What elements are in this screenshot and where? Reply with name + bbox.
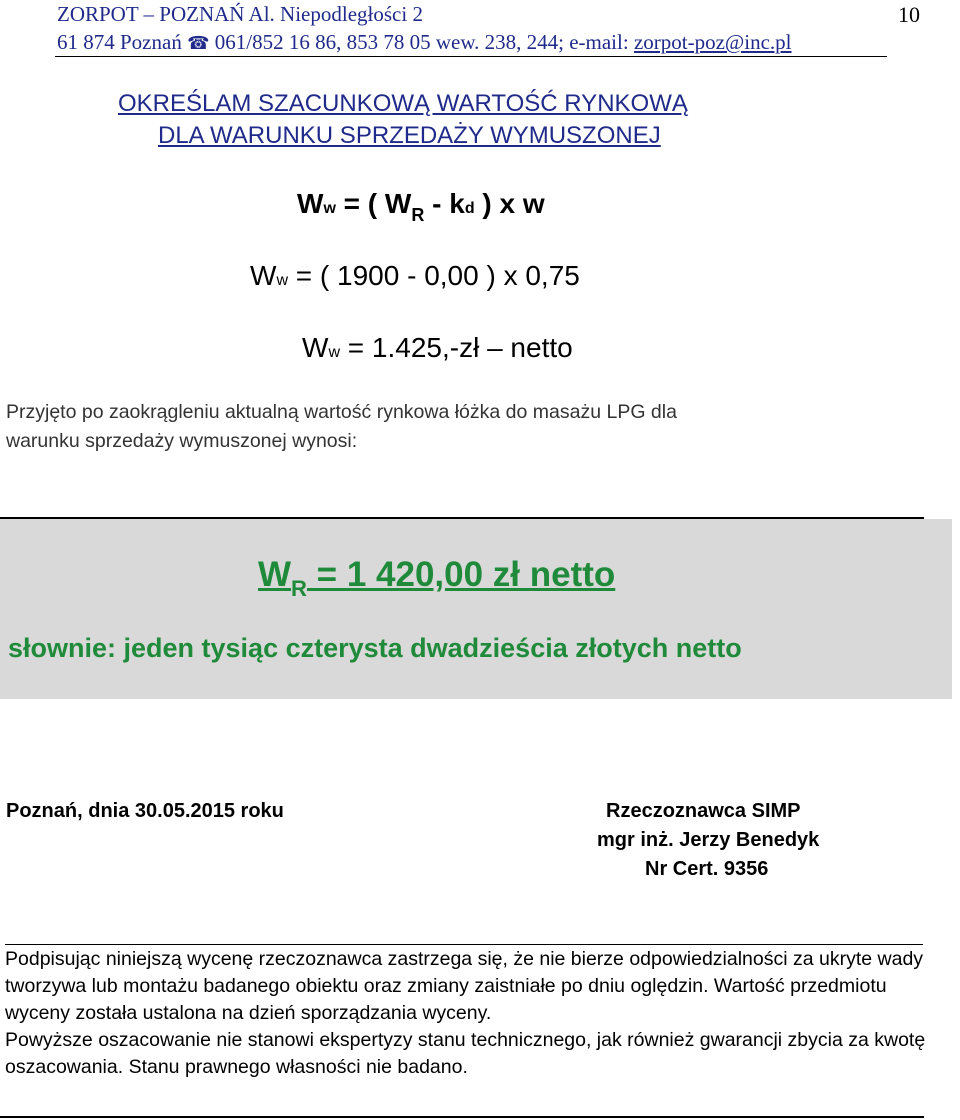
summary-line-2: warunku sprzedaży wymuszonej wynosi: [6,430,358,452]
header-divider [55,56,887,57]
disclaimer-paragraph-1: Podpisując niniejszą wycenę rzeczoznawca zastrzega się, że nie bierze odpowiedzialności za ukryte wady tworzywa lub montażu badanego obiektu oraz zmiany zaistniałe po dniu oględzin. Wartość przedmiotu wyceny została ustalona na dzień sporządzania wyceny. [5,948,924,1024]
footer-divider [5,944,923,945]
final-value-words: słownie: jeden tysiąc czterysta dwadzieścia złotych netto [8,633,742,663]
summary-text [6,398,946,456]
formula-result: Ww = 1.425,-zł – netto [302,332,573,363]
page-number: 10 [898,2,920,27]
header-company-line: ZORPOT – POZNAŃ Al. Niepodległości 2 [57,2,423,26]
final-value-box [0,519,952,699]
appraiser-role: Rzeczoznawca SIMP [606,800,801,822]
header-phones: 061/852 16 86, 853 78 05 wew. 238, 244; e-mail: [214,30,629,54]
title-line-2: DLA WARUNKU SPRZEDAŻY WYMUSZONEJ [158,122,661,149]
bottom-divider [0,1116,924,1118]
appraiser-cert: Nr Cert. 9356 [645,858,769,880]
telephone-icon: ☎ [187,33,210,53]
formula-general: Ww = ( $W_R$ - kd ) x w [297,188,545,225]
title-line-1: OKREŚLAM SZACUNKOWĄ WARTOŚĆ RYNKOWĄ [118,90,688,117]
header-city: 61 874 Poznań [57,30,182,54]
disclaimer [5,946,955,1081]
appraiser-name: mgr inż. Jerzy Benedyk [597,829,820,851]
final-value: $W_R = 1$ 420,00 zł netto [258,555,616,601]
summary-line-1: Przyjęto po zaokrągleniu aktualną wartość rynkowa łóżka do masażu LPG dla [6,401,677,423]
disclaimer-paragraph-2: Powyższe oszacowanie nie stanowi ekspertyzy stanu technicznego, jak również gwarancji zbycia za kwotę oszacowania. Stanu prawnego własności nie badano. [5,1029,926,1078]
formula-values: Ww = ( 1900 - 0,00 ) x 0,75 [250,260,580,291]
email-link[interactable]: zorpot-poz@inc.pl [633,30,792,54]
place-date: Poznań, dnia 30.05.2015 roku [6,800,284,822]
header-contact-line [57,30,791,55]
